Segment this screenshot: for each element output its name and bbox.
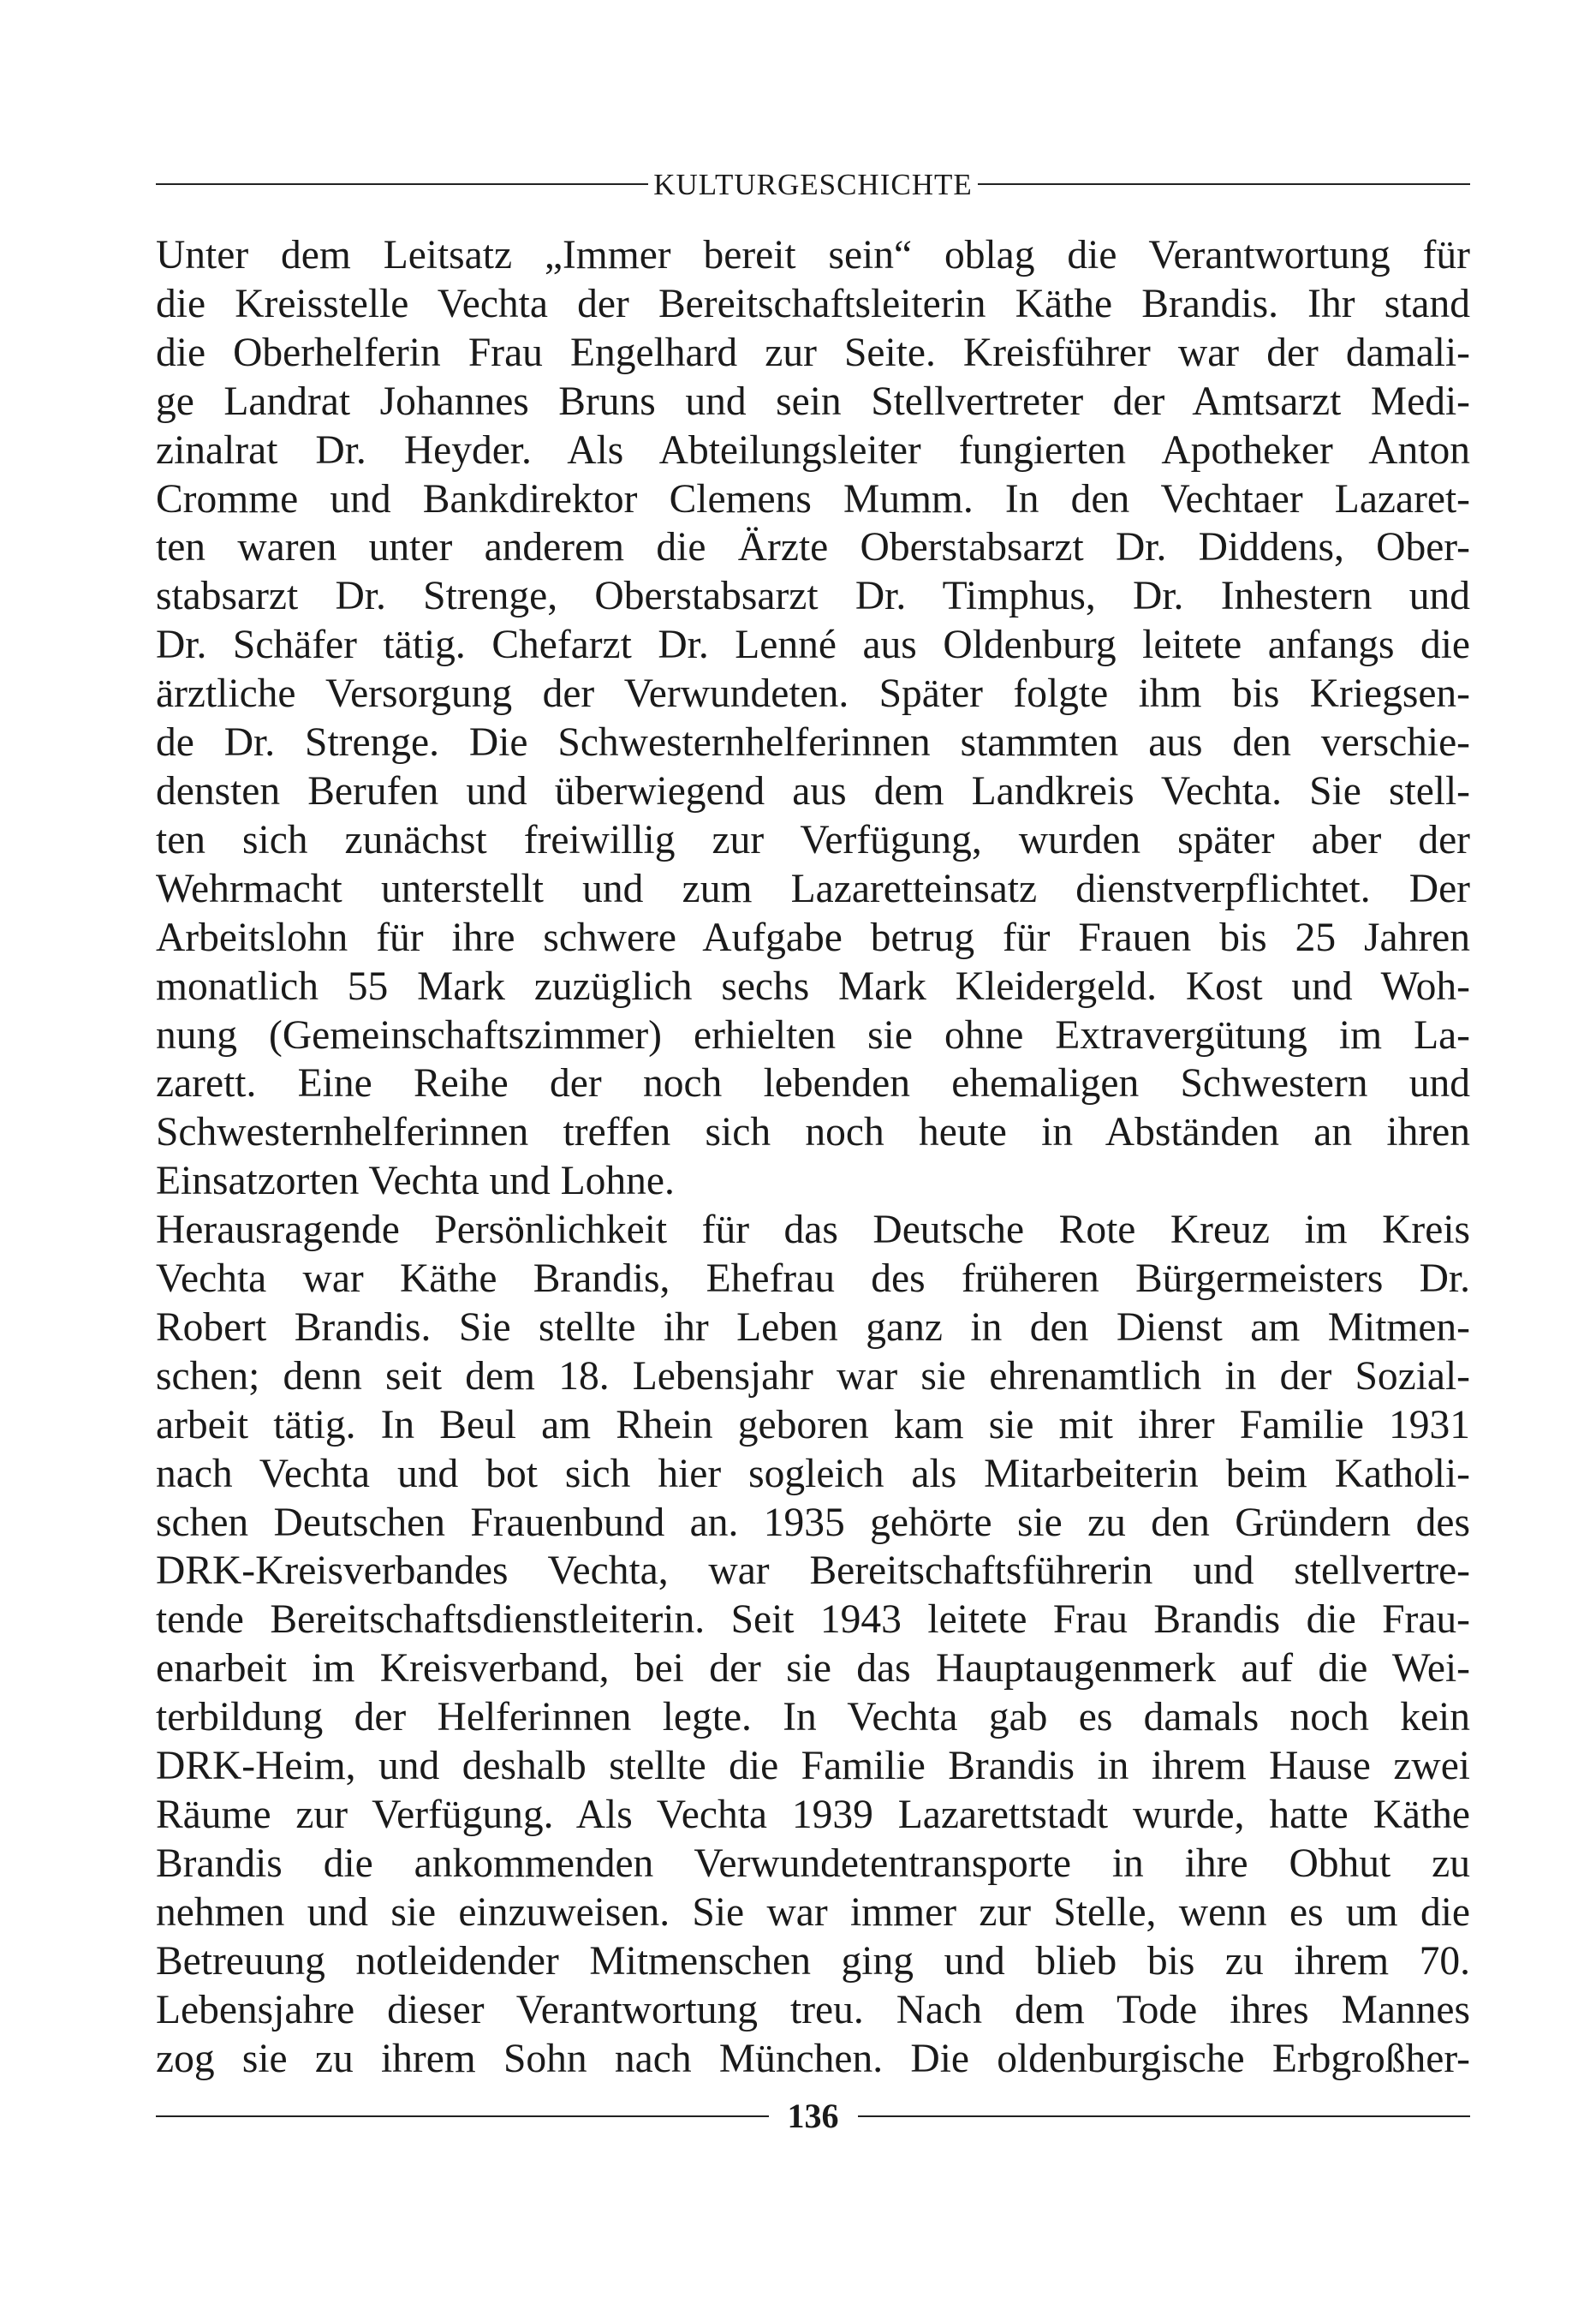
- text-line: Betreuung notleidender Mitmenschen ging und blieb bis zu ihrem 70.: [156, 1938, 1470, 1984]
- text-line: terbildung der Helferinnen legte. In Vechta gab es damals noch kein: [156, 1695, 1470, 1740]
- text-line: densten Berufen und überwiegend aus dem Landkreis Vechta. Sie stell-: [156, 768, 1470, 814]
- text-line: tende Bereitschaftsdienstleiterin. Seit 1943 leitete Frau Brandis die Frau-: [156, 1597, 1470, 1643]
- text-line: Einsatzorten Vechta und Lohne.: [156, 1159, 675, 1204]
- text-line: DRK-Heim, und deshalb stellte die Familie Brandis in ihrem Hause zwei: [156, 1744, 1470, 1789]
- text-line: Unter dem Leitsatz „Immer bereit sein“ oblag die Verantwortung für: [156, 233, 1470, 277]
- text-line: DRK-Kreisverbandes Vechta, war Bereitschaftsführerin und stellvertre-: [156, 1548, 1470, 1594]
- text-line: Wehrmacht unterstellt und zum Lazaretteinsatz dienstverpflichtet. Der: [156, 866, 1470, 911]
- paragraph-1: [156, 231, 1470, 1206]
- text-line: Brandis die ankommenden Verwundetentransporte in ihre Obhut zu: [156, 1841, 1470, 1886]
- text-line: Räume zur Verfügung. Als Vechta 1939 Lazarettstadt wurde, hatte Käthe: [156, 1793, 1470, 1837]
- text-line: Vechta war Käthe Brandis, Ehefrau des früheren Bürgermeisters Dr.: [156, 1256, 1470, 1302]
- text-line: ärztliche Versorgung der Verwundeten. Später folgte ihm bis Kriegsen-: [156, 671, 1470, 717]
- footer-rule-right: [858, 2115, 1471, 2117]
- body-text: [156, 231, 1470, 2083]
- page-number: 136: [787, 2097, 839, 2135]
- text-line: ten sich zunächst freiwillig zur Verfügung, wurden später aber der: [156, 817, 1470, 862]
- text-line: monatlich 55 Mark zuzüglich sechs Mark Kleidergeld. Kost und Woh-: [156, 964, 1470, 1009]
- text-line: ten waren unter anderem die Ärzte Oberstabsarzt Dr. Diddens, Ober-: [156, 525, 1470, 570]
- text-line: nehmen und sie einzuweisen. Sie war immer zur Stelle, wenn es um die: [156, 1889, 1470, 1935]
- text-line: ge Landrat Johannes Bruns und sein Stellvertreter der Amtsarzt Medi-: [156, 379, 1470, 424]
- text-line: Schwesternhelferinnen treffen sich noch heute in Abständen an ihren: [156, 1110, 1470, 1155]
- text-line: Cromme und Bankdirektor Clemens Mumm. In den Vechtaer Lazaret-: [156, 476, 1470, 522]
- text-line: Dr. Schäfer tätig. Chefarzt Dr. Lenné aus Oldenburg leitete anfangs die: [156, 623, 1470, 668]
- text-line: Arbeitslohn für ihre schwere Aufgabe betrug für Frauen bis 25 Jahren: [156, 915, 1470, 960]
- text-line: Lebensjahre dieser Verantwortung treu. Nach dem Tode ihres Mannes: [156, 1987, 1470, 2032]
- paragraph-2: [156, 1206, 1470, 2083]
- text-line: die Oberhelferin Frau Engelhard zur Seite. Kreisführer war der damali-: [156, 330, 1470, 375]
- text-line: die Kreisstelle Vechta der Bereitschaftsleiterin Käthe Brandis. Ihr stand: [156, 281, 1470, 326]
- header-rule-right: [978, 183, 1470, 185]
- text-line: nung (Gemeinschaftszimmer) erhielten sie ohne Extravergütung im La-: [156, 1012, 1470, 1058]
- section-title: KULTURGESCHICHTE: [653, 167, 973, 201]
- text-line: schen Deutschen Frauenbund an. 1935 gehörte sie zu den Gründern des: [156, 1500, 1470, 1545]
- text-line: zinalrat Dr. Heyder. Als Abteilungsleiter fungierten Apotheker Anton: [156, 427, 1470, 473]
- header-rule-left: [156, 183, 648, 185]
- text-line: zarett. Eine Reihe der noch lebenden ehemaligen Schwestern und: [156, 1061, 1470, 1107]
- text-line: de Dr. Strenge. Die Schwesternhelferinnen stammten aus den verschie-: [156, 720, 1470, 766]
- text-line: nach Vechta und bot sich hier sogleich als Mitarbeiterin beim Katholi-: [156, 1451, 1470, 1496]
- text-line: zog sie zu ihrem Sohn nach München. Die oldenburgische Erbgroßher-: [156, 2036, 1470, 2081]
- text-line: Herausragende Persönlichkeit für das Deutsche Rote Kreuz im Kreis: [156, 1208, 1470, 1253]
- page-footer: [156, 2094, 1470, 2139]
- footer-rule-left: [156, 2115, 769, 2117]
- text-line: enarbeit im Kreisverband, bei der sie das Hauptaugenmerk auf die Wei-: [156, 1646, 1470, 1691]
- text-line: stabsarzt Dr. Strenge, Oberstabsarzt Dr. Timphus, Dr. Inhestern und: [156, 574, 1470, 619]
- text-line: arbeit tätig. In Beul am Rhein geboren kam sie mit ihrer Familie 1931: [156, 1402, 1470, 1447]
- text-line: schen; denn seit dem 18. Lebensjahr war sie ehrenamtlich in der Sozial-: [156, 1353, 1470, 1399]
- running-header: [156, 163, 1470, 206]
- text-line: Robert Brandis. Sie stellte ihr Leben ganz in den Dienst am Mitmen-: [156, 1304, 1470, 1350]
